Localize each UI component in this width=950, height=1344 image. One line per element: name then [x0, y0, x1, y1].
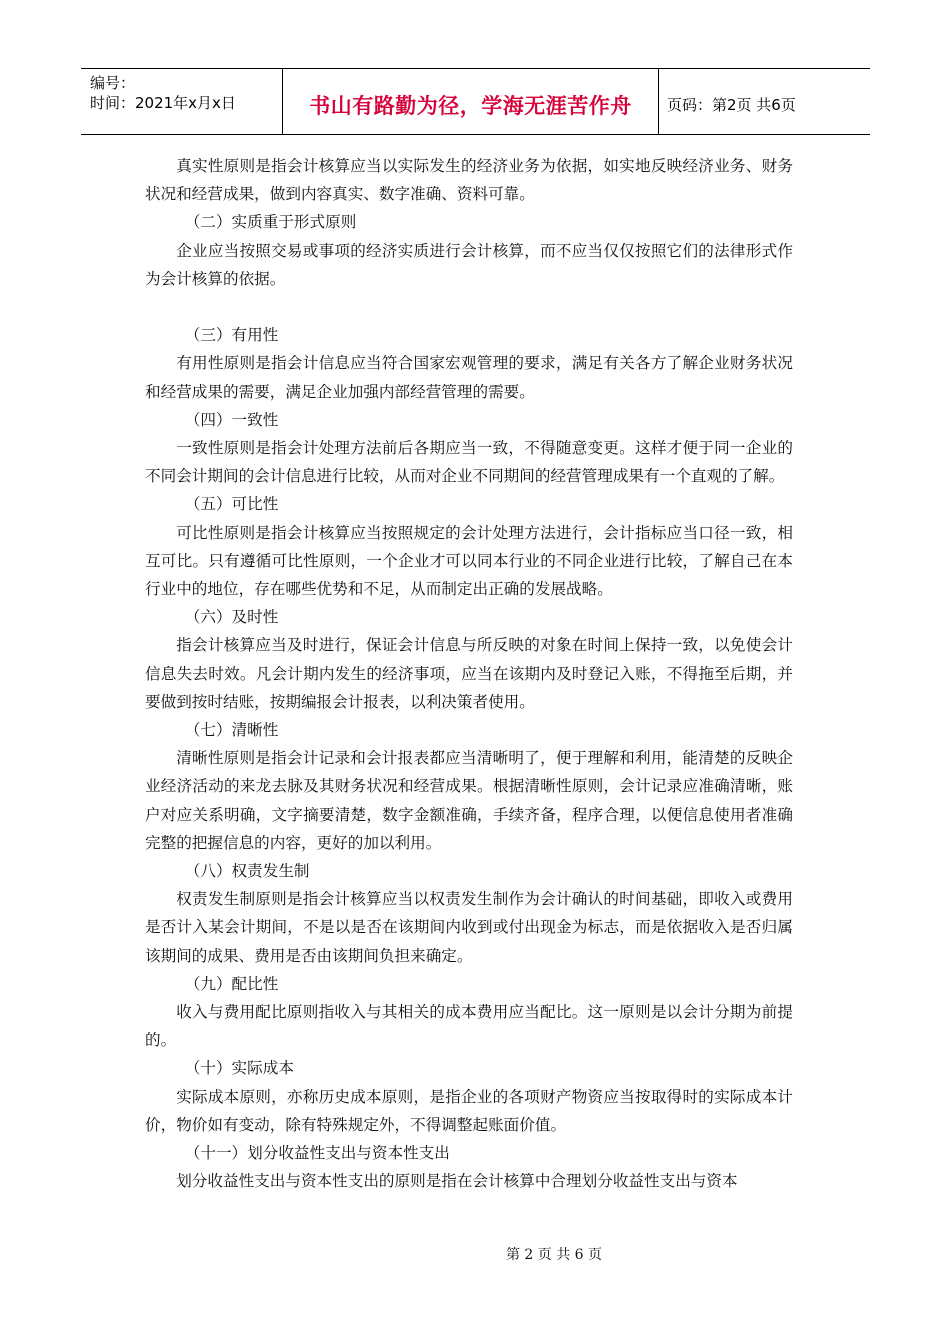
- body-paragraph: 真实性原则是指会计核算应当以实际发生的经济业务为依据，如实地反映经济业务、财务状况和经营成果，做到内容真实、数字准确、资料可靠。: [145, 157, 793, 204]
- body-paragraph: 清晰性原则是指会计记录和会计报表都应当清晰明了，便于理解和利用，能清楚的反映企业经济活动的来龙去脉及其财务状况和经营成果。根据清晰性原则，会计记录应准确清晰，账户对应关系明确，文字摘要清楚，数字金额准确，手续齐备，程序合理，以便信息使用者准确完整的把握信息的内容，更好的加以利用。: [145, 749, 793, 852]
- footer-page-number: 第 2 页 共 6 页: [505, 1247, 603, 1263]
- body-paragraph: 权责发生制原则是指会计核算应当以权责发生制作为会计确认的时间基础，即收入或费用是否计入某会计期间，不是以是否在该期间内收到或付出现金为标志，而是依据收入是否归属该期间的成果、费用是否由该期间负担来确定。: [145, 890, 793, 965]
- header-motto-cell: [283, 69, 659, 134]
- header-motto: 书山有路勤为径，学海无涯苦作舟: [309, 93, 632, 118]
- section-heading: （七）清晰性: [184, 721, 279, 740]
- section-heading: （五）可比性: [184, 495, 279, 514]
- section-heading: （八）权责发生制: [184, 862, 310, 881]
- document-number-label: 编号：: [90, 74, 136, 92]
- body-paragraph: 可比性原则是指会计核算应当按照规定的会计处理方法进行，会计指标应当口径一致，相互可比。只有遵循可比性原则，一个企业才可以同本行业的不同企业进行比较，了解自己在本行业中的地位，存在哪些优势和不足，从而制定出正确的发展战略。: [145, 523, 793, 599]
- body-paragraph: 收入与费用配比原则指收入与其相关的成本费用应当配比。这一原则是以会计分期为前提的。: [145, 1003, 793, 1050]
- document-date-label: 时间：2021年x月x日: [90, 94, 236, 112]
- body-paragraph: 企业应当按照交易或事项的经济实质进行会计核算，而不应当仅仅按照它们的法律形式作为会计核算的依据。: [145, 241, 793, 288]
- document-body: [145, 152, 793, 1196]
- body-paragraph: 实际成本原则，亦称历史成本原则，是指企业的各项财产物资应当按取得时的实际成本计价，物价如有变动，除有特殊规定外，不得调整起账面价值。: [145, 1087, 793, 1134]
- section-heading: （十一）划分收益性支出与资本性支出: [184, 1144, 450, 1163]
- body-paragraph: 划分收益性支出与资本性支出的原则是指在会计核算中合理划分收益性支出与资本: [176, 1172, 738, 1191]
- section-heading: （十）实际成本: [184, 1059, 294, 1078]
- section-heading: （二）实质重于形式原则: [184, 213, 357, 232]
- page-header: [81, 68, 870, 135]
- header-meta-cell: [81, 69, 283, 134]
- paragraph-spacer: [145, 293, 793, 321]
- page-footer: [0, 1244, 950, 1264]
- section-heading: （六）及时性: [184, 608, 279, 627]
- section-heading: （九）配比性: [184, 974, 279, 993]
- body-paragraph: 一致性原则是指会计处理方法前后各期应当一致，不得随意变更。这样才便于同一企业的不同会计期间的会计信息进行比较，从而对企业不同期间的经营管理成果有一个直观的了解。: [145, 439, 793, 486]
- body-paragraph: 有用性原则是指会计信息应当符合国家宏观管理的要求，满足有关各方了解企业财务状况和经营成果的需要，满足企业加强内部经营管理的需要。: [145, 354, 793, 401]
- section-heading: （三）有用性: [184, 326, 279, 345]
- header-page-indicator: 页码：第2页 共6页: [667, 96, 796, 114]
- body-paragraph: 指会计核算应当及时进行，保证会计信息与所反映的对象在时间上保持一致，以免使会计信息失去时效。凡会计期内发生的经济事项，应当在该期内及时登记入账，不得拖至后期，并要做到按时结账，按期编报会计报表，以利决策者使用。: [145, 636, 793, 711]
- header-page-cell: [659, 69, 870, 134]
- section-heading: （四）一致性: [184, 410, 279, 429]
